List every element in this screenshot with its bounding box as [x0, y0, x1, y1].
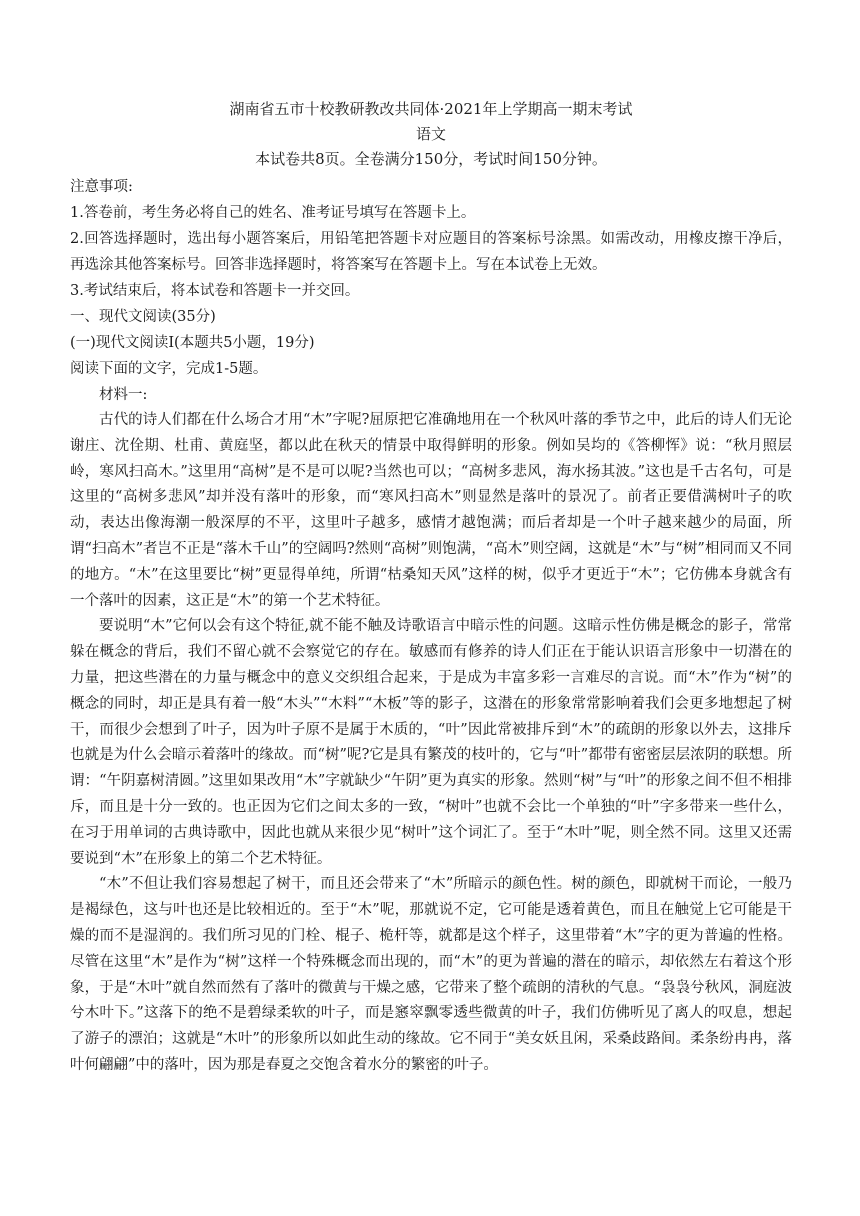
material-paragraph-3: “木”不但让我们容易想起了树干，而且还会带来了“木”所暗示的颜色性。树的颜色，即就树干而论，一般乃是褐绿色，这与叶也还是比较相近的。至于“木”呢，那就说不定，它可能是透着黄色，而且在触觉上它可能是干燥的而不是湿润的。我们所习见的门栓、棍子、桅杆等，就都是这个样子，这里带着“木”字的更为普遍的性格。尽管在这里“木”是作为“树”这样一个特殊概念而出现的，而“木”的更为普遍的潜在的暗示，却依然左右着这个形象，于是“木叶”就自然而然有了落叶的微黄与干燥之感，它带来了整个疏朗的清秋的气息。“袅袅兮秋风，洞庭波兮木叶下。”这落下的绝不是碧绿柔软的叶子，而是窸窣飘零透些微黄的叶子，我们仿佛听见了离人的叹息，想起了游子的漂泊；这就是“木叶”的形象所以如此生动的缘故。它不同于“美女妖且闲，采桑歧路间。柔条纷冉冉，落叶何翩翩”中的落叶，因为那是春夏之交饱含着水分的繁密的叶子。 — [70, 876, 792, 1073]
material-label: 材料一: — [99, 387, 148, 403]
notice-heading: 注意事项: — [70, 179, 133, 195]
exam-info: 本试卷共8页。全卷满分150分，考试时间150分钟。 — [255, 150, 607, 168]
notice-item-1: 1.答卷前，考生务必将自己的姓名、准考证号填写在答题卡上。 — [70, 205, 476, 221]
material-paragraph-1: 古代的诗人们都在什么场合才用“木”字呢?屈原把它准确地用在一个秋风叶落的季节之中，此后的诗人们无论谢庄、沈佺期、杜甫、黄庭坚，都以此在秋天的情景中取得鲜明的形象。例如吴均的《答柳恽》说：“秋月照层岭，寒风扫高木。”这里用“高树”是不是可以呢?当然也可以；“高树多悲风，海水扬其波。”这也是千古名句，可是这里的“高树多悲风”却并没有落叶的形象，而“寒风扫高木”则显然是落叶的景况了。前者正要借满树叶子的吹动，表达出像海潮一般深厚的不平，这里叶子越多，感情才越饱满；而后者却是一个叶子越来越少的局面，所谓“扫高木”者岂不正是“落木千山”的空阔吗?然则“高树”则饱满，“高木”则空阔，这就是“木”与“树”相同而又不同的地方。“木”在这里要比“树”更显得单纯，所谓“枯桑知天风”这样的树，似乎才更近于“木”；它仿佛本身就含有一个落叶的因素，这正是“木”的第一个艺术特征。 — [70, 412, 792, 609]
exam-title: 湖南省五市十校教研教改共同体·2021年上学期高一期末考试 — [229, 100, 633, 118]
notice-item-3: 3.考试结束后，将本试卷和答题卡一并交回。 — [70, 283, 360, 299]
section-heading: 一、现代文阅读(35分) — [70, 309, 216, 325]
section-subheading: (一)现代文阅读Ⅰ(本题共5小题，19分) — [70, 335, 315, 351]
material-paragraph-2: 要说明“木”它何以会有这个特征,就不能不触及诗歌语言中暗示性的问题。这暗示性仿佛是概念的影子，常常躲在概念的背后，我们不留心就不会察觉它的存在。敏感而有修养的诗人们正在于能认识语言形象中一切潜在的力量，把这些潜在的力量与概念中的意义交织组合起来，于是成为丰富多彩一言难尽的言说。而“木”作为“树”的概念的同时，却正是具有着一般“木头”“木料”“木板”等的影子，这潜在的形象常常影响着我们会更多地想起了树干，而很少会想到了叶子，因为叶子原不是属于木质的，“叶”因此常被排斥到“木”的疏朗的形象以外去，这排斥也就是为什么会暗示着落叶的缘故。而“树”呢?它是具有繁茂的枝叶的，它与“叶”都带有密密层层浓阴的联想。所谓：“午阴嘉树清圆。”这里如果改用“木”字就缺少“午阴”更为真实的形象。然则“树”与“叶”的形象之间不但不相排斥，而且是十分一致的。也正因为它们之间太多的一致，“树叶”也就不会比一个单独的“叶”字多带来一些什么，在习于用单词的古典诗歌中，因此也就从来很少见“树叶”这个词汇了。至于“木叶”呢，则全然不同。这里又还需要说到“木”在形象上的第二个艺术特征。 — [70, 618, 792, 867]
exam-page — [70, 98, 792, 1079]
section-instruction: 阅读下面的文字，完成1-5题。 — [70, 361, 268, 377]
exam-subject: 语文 — [415, 125, 446, 143]
notice-item-2: 2.回答选择题时，选出每小题答案后，用铅笔把答题卡对应题目的答案标号涂黑。如需改动，用橡皮擦干净后，再选涂其他答案标号。回答非选择题时，将答案写在答题卡上。写在本试卷上无效。 — [70, 231, 792, 273]
